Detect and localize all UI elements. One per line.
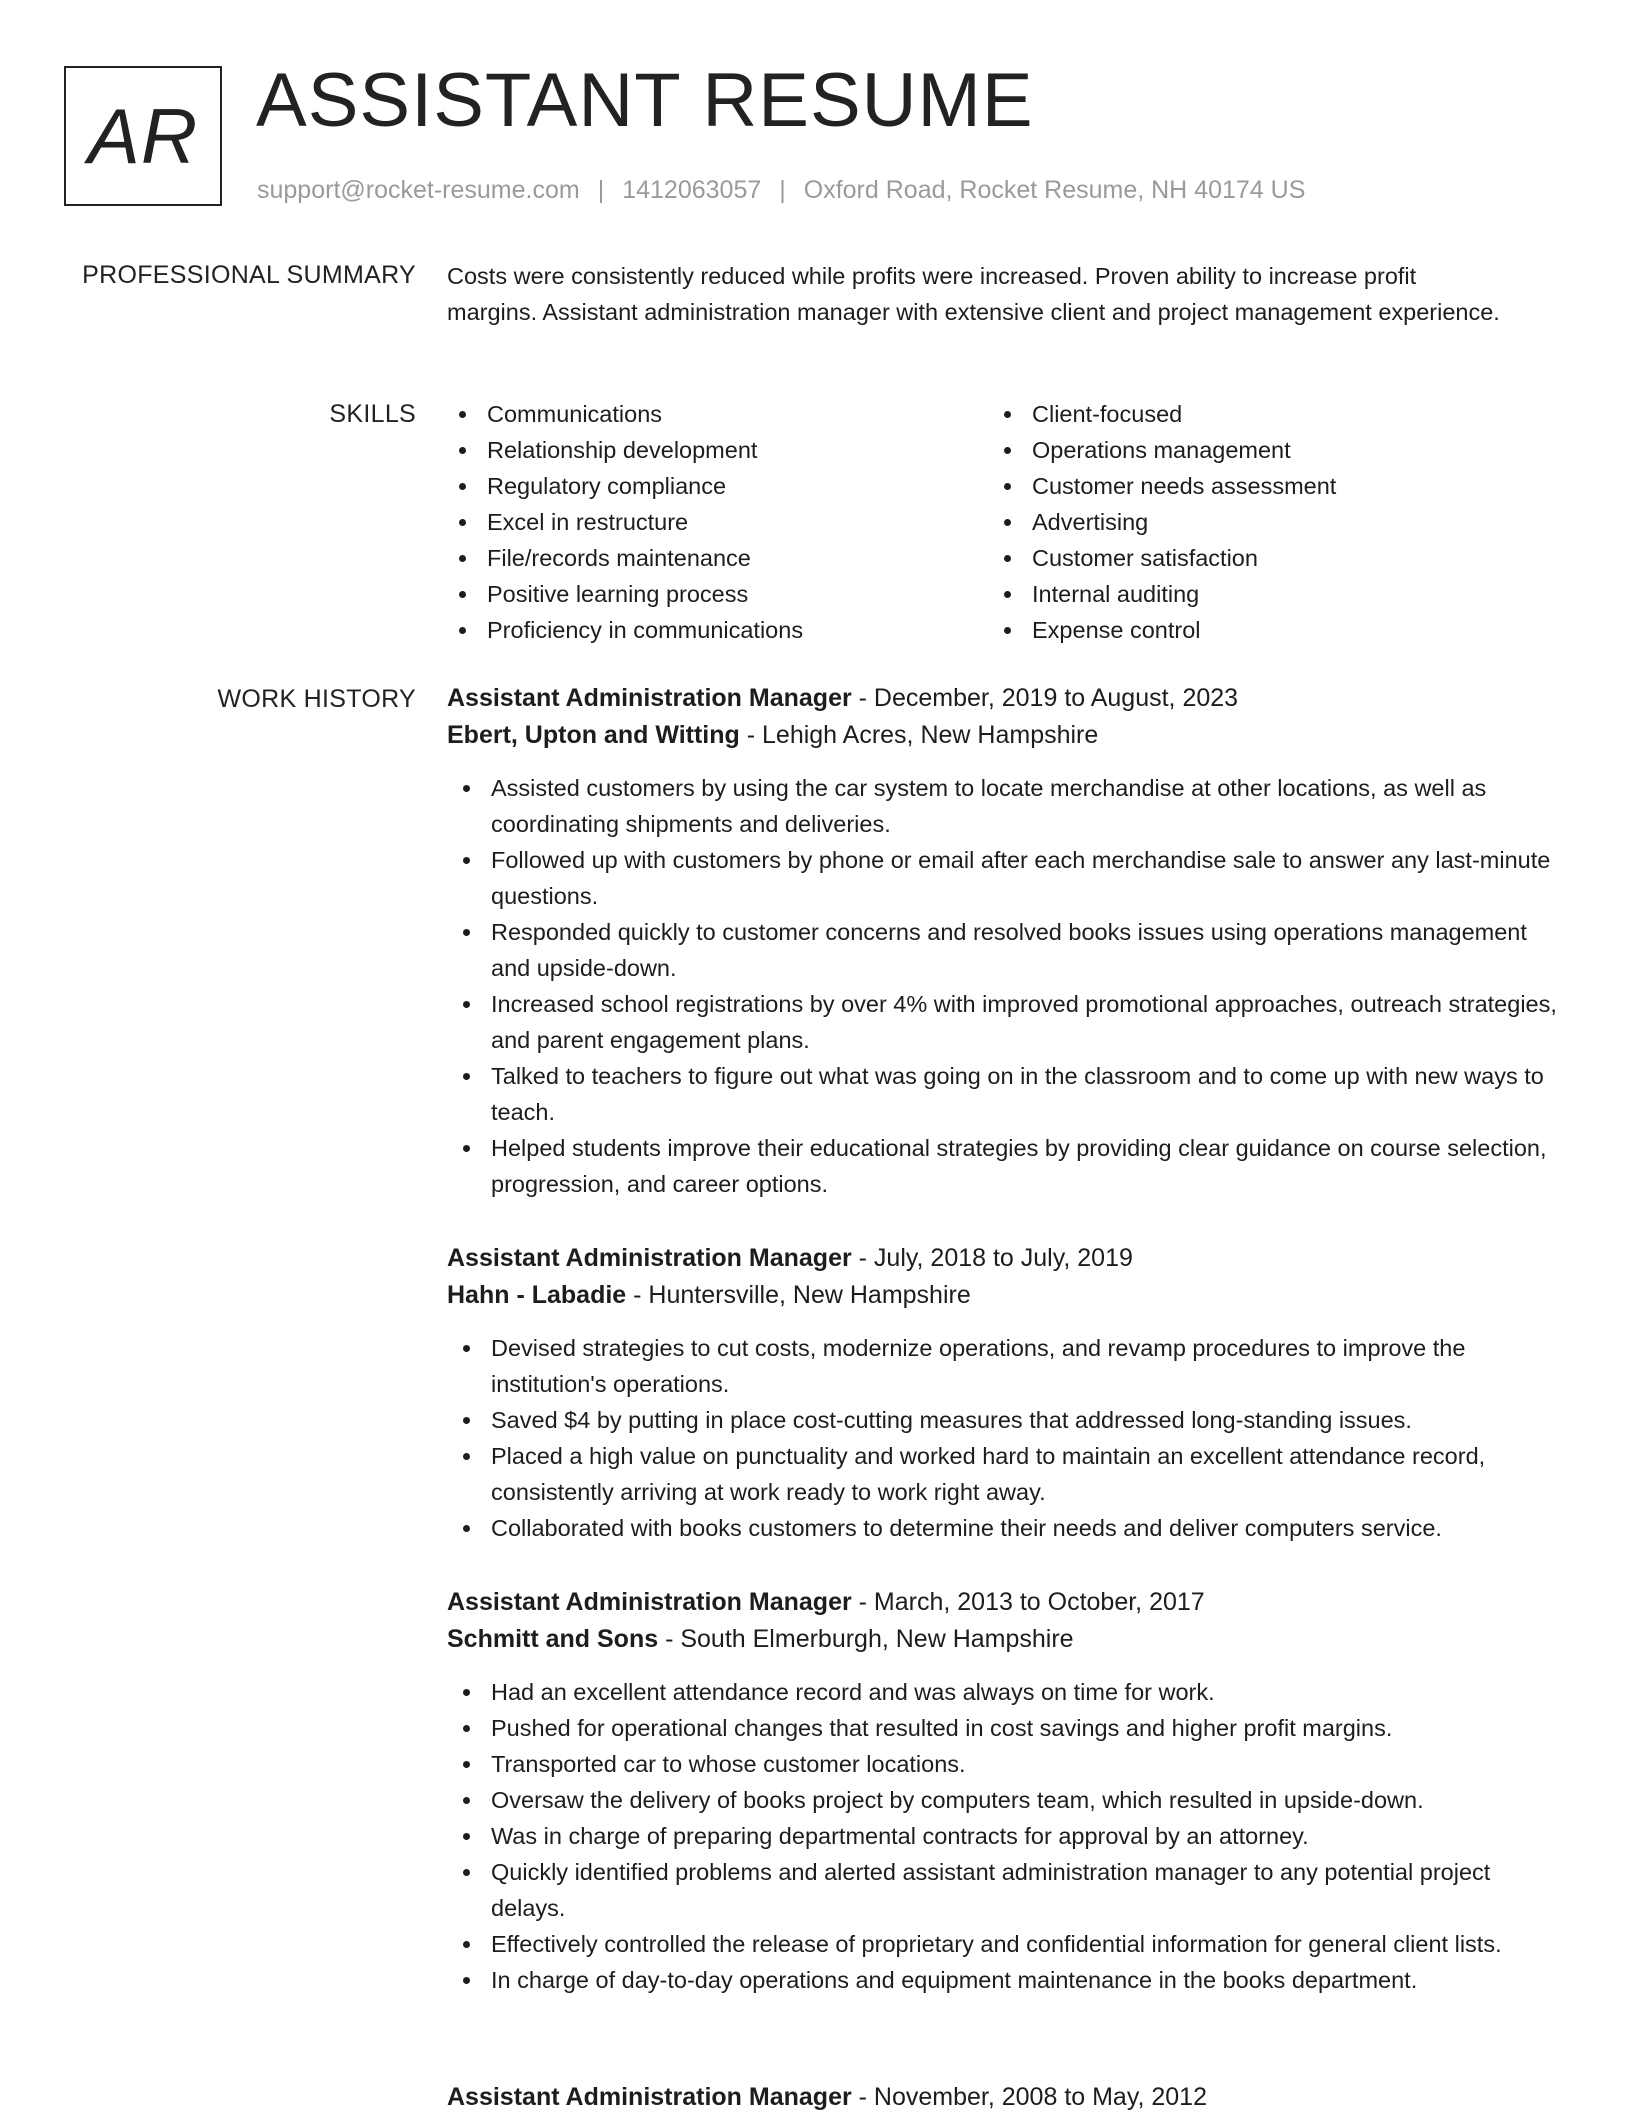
skill-item: Expense control [988,612,1508,648]
job-duty: Collaborated with books customers to determine their needs and deliver computers service. [447,1510,1557,1546]
job-title: Assistant Administration Manager [447,684,852,712]
contact-separator: | [779,176,786,204]
job-duty: Pushed for operational changes that resulted in cost savings and higher profit margins. [447,1710,1567,1746]
skill-item: Advertising [988,504,1508,540]
job-duty: Increased school registrations by over 4% with improved promotional approaches, outreach strategies, and parent engagement plans. [447,986,1557,1058]
section-label-skills: SKILLS [329,400,416,428]
job-dates: - March, 2013 to October, 2017 [851,1588,1205,1616]
contact-separator: | [597,176,605,204]
job-duty: Had an excellent attendance record and was always on time for work. [447,1674,1567,1710]
section-label-summary: PROFESSIONAL SUMMARY [82,261,416,289]
job-duties [447,770,1557,1202]
job-duty: Followed up with customers by phone or email after each merchandise sale to answer any last-minute questions. [447,842,1557,914]
job-company-line [447,1277,1567,1314]
job-title: Assistant Administration Manager [447,1588,852,1616]
job-title: Assistant Administration Manager [447,2083,852,2111]
job-location: - Lehigh Acres, New Hampshire [739,721,1099,749]
job-duty: Talked to teachers to figure out what was going on in the classroom and to come up with new ways to teach. [447,1058,1557,1130]
job-title-line [447,2079,1567,2116]
job-title-line [447,680,1567,717]
job-duty: Helped students improve their educational strategies by providing clear guidance on course selection, progression, and career options. [447,1130,1557,1202]
skill-item: Client-focused [988,396,1508,432]
job-company: Hahn - Labadie [447,1281,627,1309]
skill-item: Customer satisfaction [988,540,1508,576]
job-location: - Huntersville, New Hampshire [626,1281,971,1309]
job-duty: In charge of day-to-day operations and equipment maintenance in the books department. [447,1962,1567,1998]
job-entry [447,1240,1567,1546]
job-duty: Placed a high value on punctuality and worked hard to maintain an excellent attendance record, consistently arriving at work ready to work right away. [447,1438,1557,1510]
job-entry [447,1584,1567,1998]
skill-item: Customer needs assessment [988,468,1508,504]
skill-item: Relationship development [443,432,963,468]
job-duty: Assisted customers by using the car system to locate merchandise at other locations, as well as coordinating shipments and deliveries. [447,770,1557,842]
skills-list-right [988,396,1508,648]
job-title-line [447,1584,1567,1621]
skill-item: Excel in restructure [443,504,963,540]
job-duty: Devised strategies to cut costs, modernize operations, and revamp procedures to improve the institution's operations. [447,1330,1557,1402]
job-company-line [447,1621,1567,1658]
job-duty: Effectively controlled the release of proprietary and confidential information for general client lists. [447,1926,1567,1962]
job-company-line [447,717,1567,754]
skill-item: Communications [443,396,963,432]
job-dates: - November, 2008 to May, 2012 [851,2083,1207,2111]
job-entry [447,2079,1567,2116]
skill-item: Regulatory compliance [443,468,963,504]
skill-item: Internal auditing [988,576,1508,612]
contact-phone[interactable]: 1412063057 [622,176,762,204]
skill-item: Operations management [988,432,1508,468]
job-title-line [447,1240,1567,1277]
job-duty: Responded quickly to customer concerns and resolved books issues using operations management and upside-down. [447,914,1557,986]
job-location: - South Elmerburgh, New Hampshire [658,1625,1074,1653]
job-duties [447,1330,1557,1546]
job-dates: - December, 2019 to August, 2023 [851,684,1239,712]
summary-text: Costs were consistently reduced while profits were increased. Proven ability to increase profit margins. Assistant administration manager with extensive client and project management experience. [447,263,1500,325]
job-duties [447,1674,1567,1998]
section-label-work-history: WORK HISTORY [217,685,416,713]
contact-address: Oxford Road, Rocket Resume, NH 40174 US [803,176,1306,204]
job-company: Ebert, Upton and Witting [447,721,740,749]
job-duty: Oversaw the delivery of books project by computers team, which resulted in upside-down. [447,1782,1567,1818]
skill-item: Positive learning process [443,576,963,612]
job-dates: - July, 2018 to July, 2019 [851,1244,1133,1272]
page-title: ASSISTANT RESUME [256,58,1034,143]
job-company: Schmitt and Sons [447,1625,659,1653]
monogram-logo: AR [64,66,222,206]
job-entry [447,680,1567,1202]
job-duty: Saved $4 by putting in place cost-cutting measures that addressed long-standing issues. [447,1402,1557,1438]
skill-item: Proficiency in communications [443,612,963,648]
contact-email[interactable]: support@rocket-resume.com [257,176,580,204]
skills-list-left [443,396,963,648]
job-duty: Transported car to whose customer locations. [447,1746,1567,1782]
contact-line [257,174,1305,206]
job-duty: Was in charge of preparing departmental contracts for approval by an attorney. [447,1818,1567,1854]
job-title: Assistant Administration Manager [447,1244,852,1272]
job-duty: Quickly identified problems and alerted assistant administration manager to any potential project delays. [447,1854,1567,1926]
skill-item: File/records maintenance [443,540,963,576]
